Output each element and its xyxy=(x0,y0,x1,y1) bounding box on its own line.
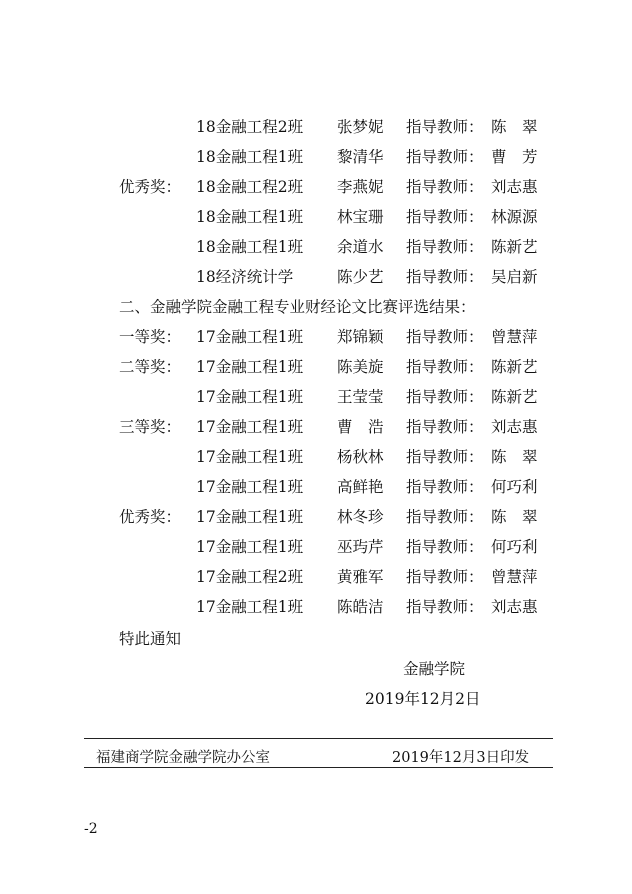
closing-notice: 特此通知 xyxy=(119,630,182,648)
footer-bottom-rule xyxy=(84,767,553,768)
advisor-name: 刘志惠 xyxy=(491,418,538,436)
advisor-name: 陈新艺 xyxy=(491,388,538,406)
student-name: 余道水 xyxy=(337,238,384,256)
class-name: 18经济统计学 xyxy=(196,268,294,286)
student-name: 王莹莹 xyxy=(337,388,384,406)
section-heading-two: 二、金融学院金融工程专业财经论文比赛评选结果： xyxy=(119,298,476,316)
student-name: 林冬珍 xyxy=(337,508,384,526)
advisor-label: 指导教师： xyxy=(406,478,484,496)
advisor-label: 指导教师： xyxy=(406,448,484,466)
advisor-name: 曾慧萍 xyxy=(491,568,538,586)
student-name: 陈美旋 xyxy=(337,358,384,376)
prize-label: 优秀奖： xyxy=(119,178,182,196)
class-name: 17金融工程1班 xyxy=(196,478,304,496)
class-name: 18金融工程1班 xyxy=(196,148,304,166)
advisor-label: 指导教师： xyxy=(406,538,484,556)
advisor-name: 刘志惠 xyxy=(491,598,538,616)
advisor-label: 指导教师： xyxy=(406,328,484,346)
prize-label: 优秀奖： xyxy=(119,508,182,526)
footer-top-rule xyxy=(84,738,553,739)
advisor-name: 陈新艺 xyxy=(491,238,538,256)
student-name: 黎清华 xyxy=(337,148,384,166)
student-name: 陈少艺 xyxy=(337,268,384,286)
signature-date: 2019年12月2日 xyxy=(365,690,481,708)
signature-organization: 金融学院 xyxy=(403,660,466,678)
class-name: 17金融工程1班 xyxy=(196,328,304,346)
advisor-label: 指导教师： xyxy=(406,268,484,286)
advisor-name: 陈 翠 xyxy=(491,448,538,466)
advisor-name: 刘志惠 xyxy=(491,178,538,196)
class-name: 17金融工程1班 xyxy=(196,598,304,616)
student-name: 曹 浩 xyxy=(337,418,384,436)
advisor-name: 陈新艺 xyxy=(491,358,538,376)
advisor-label: 指导教师： xyxy=(406,178,484,196)
student-name: 郑锦颖 xyxy=(337,328,384,346)
advisor-label: 指导教师： xyxy=(406,598,484,616)
advisor-label: 指导教师： xyxy=(406,208,484,226)
footer-issue-date: 2019年12月3日印发 xyxy=(392,750,530,766)
prize-label: 一等奖： xyxy=(119,328,182,346)
student-name: 张梦妮 xyxy=(337,118,384,136)
class-name: 18金融工程1班 xyxy=(196,208,304,226)
advisor-label: 指导教师： xyxy=(406,508,484,526)
advisor-label: 指导教师： xyxy=(406,118,484,136)
class-name: 17金融工程1班 xyxy=(196,358,304,376)
advisor-name: 陈 翠 xyxy=(491,118,538,136)
advisor-name: 曾慧萍 xyxy=(491,328,538,346)
advisor-name: 何巧利 xyxy=(491,538,538,556)
advisor-name: 吴启新 xyxy=(491,268,538,286)
student-name: 杨秋林 xyxy=(337,448,384,466)
advisor-name: 何巧利 xyxy=(491,478,538,496)
advisor-label: 指导教师： xyxy=(406,238,484,256)
student-name: 李燕妮 xyxy=(337,178,384,196)
prize-label: 二等奖： xyxy=(119,358,182,376)
advisor-label: 指导教师： xyxy=(406,418,484,436)
advisor-label: 指导教师： xyxy=(406,388,484,406)
student-name: 高鲜艳 xyxy=(337,478,384,496)
class-name: 18金融工程1班 xyxy=(196,238,304,256)
class-name: 17金融工程1班 xyxy=(196,388,304,406)
prize-label: 三等奖： xyxy=(119,418,182,436)
student-name: 巫玙芹 xyxy=(337,538,384,556)
student-name: 黄雅军 xyxy=(337,568,384,586)
class-name: 17金融工程1班 xyxy=(196,448,304,466)
advisor-name: 林源源 xyxy=(491,208,538,226)
page-number: -2 xyxy=(84,821,98,837)
class-name: 18金融工程2班 xyxy=(196,178,304,196)
class-name: 17金融工程1班 xyxy=(196,538,304,556)
advisor-label: 指导教师： xyxy=(406,148,484,166)
advisor-name: 曹 芳 xyxy=(491,148,538,166)
class-name: 17金融工程1班 xyxy=(196,508,304,526)
advisor-label: 指导教师： xyxy=(406,358,484,376)
class-name: 17金融工程2班 xyxy=(196,568,304,586)
advisor-label: 指导教师： xyxy=(406,568,484,586)
student-name: 林宝珊 xyxy=(337,208,384,226)
class-name: 17金融工程1班 xyxy=(196,418,304,436)
student-name: 陈皓洁 xyxy=(337,598,384,616)
class-name: 18金融工程2班 xyxy=(196,118,304,136)
advisor-name: 陈 翠 xyxy=(491,508,538,526)
footer-office: 福建商学院金融学院办公室 xyxy=(96,750,270,766)
